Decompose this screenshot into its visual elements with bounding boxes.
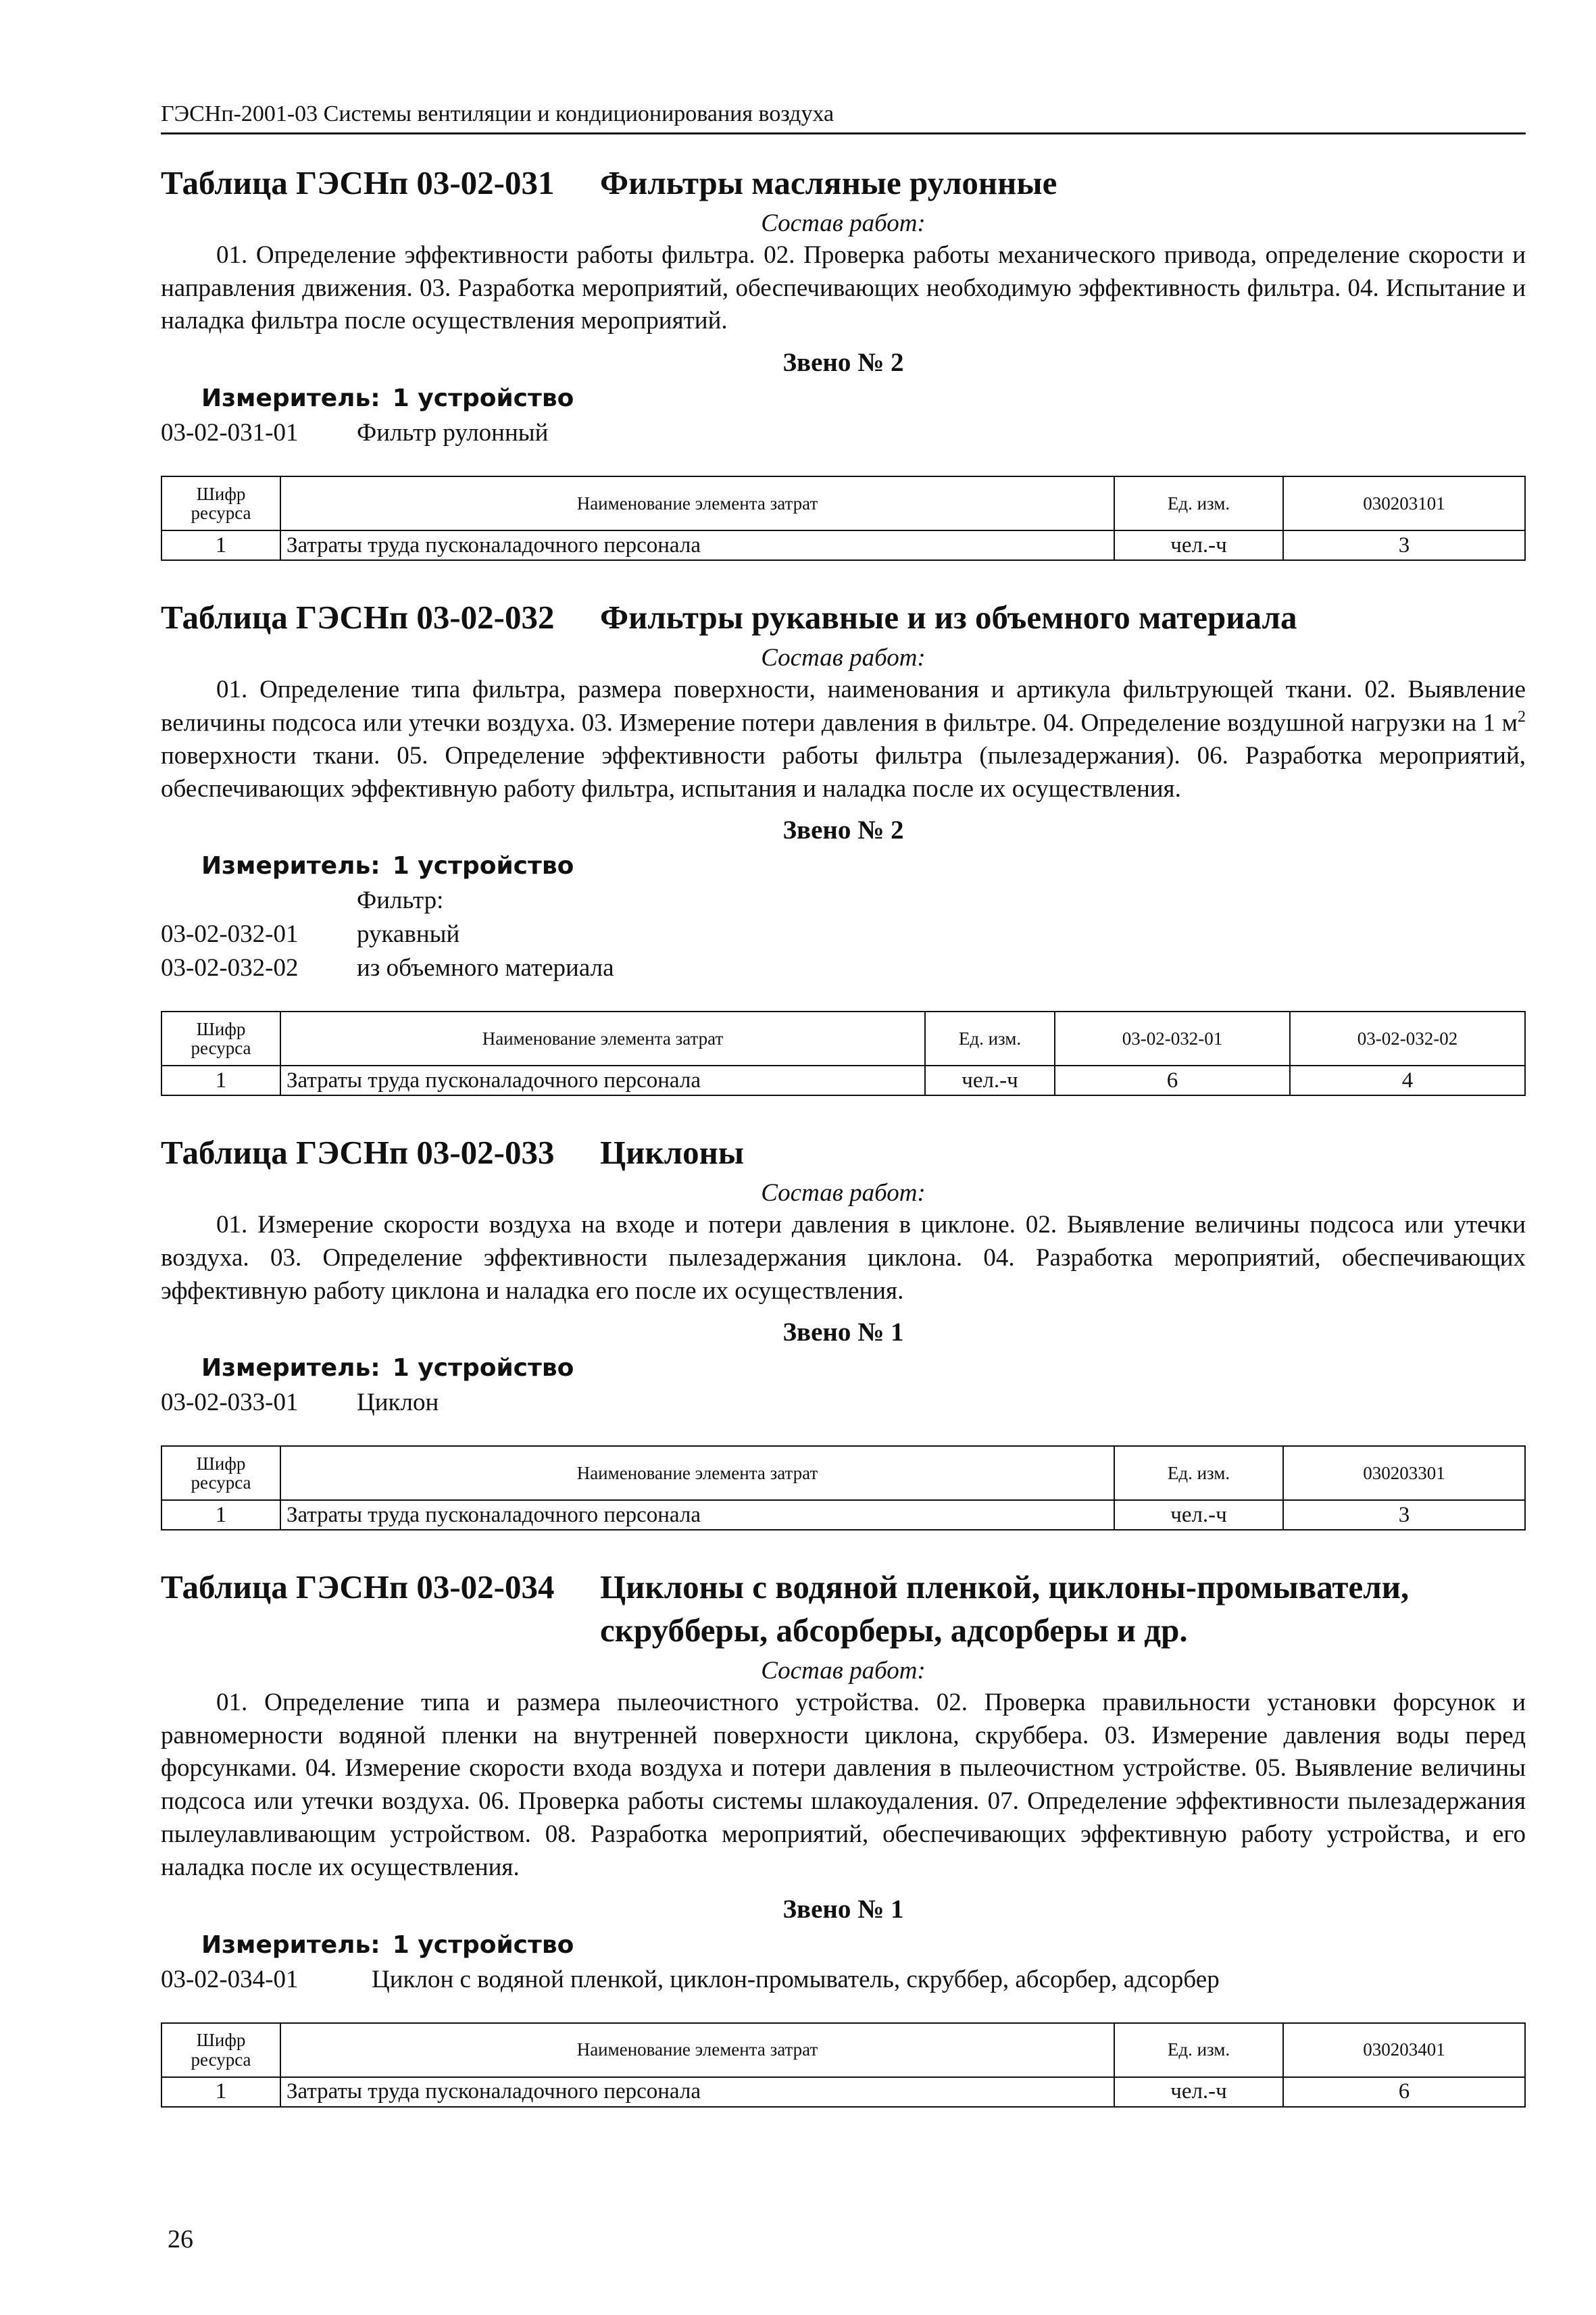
section-03-02-031 [161,161,1526,561]
table-code: Таблица ГЭСНп 03-02-033 [161,1134,555,1172]
zveno-label: Звено № 2 [782,348,904,378]
work-description: 01. Измерение скорости воздуха на входе и потери давления в циклоне. 02. Выявление величины подсоса или утечки воздуха. 03. Определение эффективности пылезадержания циклона. 04. Разработка мероприятий, обеспечивающих эффективную работу циклона и наладка его после их осуществления. [161,1210,1526,1305]
col-code-header: 030203101 [1283,476,1525,530]
col-shifr-header: Шифр ресурса [161,1446,280,1500]
norm-name: Циклон с водяной пленкой, циклон-промыватель, скруббер, абсорбер, адсорбер [372,1965,1220,1993]
norm-item [161,951,1526,985]
work-description: 01. Определение эффективности работы фильтра. 02. Проверка работы механического привода, определение скорости и направления движения. 03. Разработка мероприятий, обеспечивающих необходимую эффективность фильтра. 04. Испытание и наладка фильтра после осуществления мероприятий. [161,241,1526,335]
table-row [161,1500,1525,1530]
norm-name: рукавный [357,920,460,949]
document-page [161,101,1526,2143]
cell-value: 6 [1283,2077,1525,2107]
cell-shifr: 1 [161,1066,280,1095]
izmeritel-label: Измеритель: [201,384,380,413]
cell-name: Затраты труда пусконаладочного персонала [280,1500,1114,1530]
resource-table [161,2022,1526,2108]
izmeritel-line [201,1931,1526,1959]
col-code-header: 030203401 [1283,2023,1525,2077]
zveno-label: Звено № 1 [782,1894,904,1924]
izmeritel-label: Измеритель: [201,1931,380,1959]
izmeritel-value: 1 устройство [392,1354,574,1383]
norm-code: 03-02-033-01 [161,1389,299,1417]
norm-name: Циклон [357,1389,439,1417]
zveno-label: Звено № 1 [782,1318,904,1347]
section-03-02-032 [161,596,1526,1096]
norm-item [161,1386,1526,1420]
running-header: ГЭСНп-2001-03 Системы вентиляции и кондиционирования воздуха [161,101,1526,134]
cell-value: 3 [1283,1500,1525,1530]
col-unit-header: Ед. изм. [925,1012,1055,1066]
izmeritel-line [201,852,1526,880]
cell-shifr: 1 [161,2077,280,2107]
table-header-row [161,1012,1525,1066]
table-name: Циклоны [600,1134,745,1172]
col-shifr-header: Шифр ресурса [161,476,280,530]
sostav-rabot-label: Состав работ: [761,1656,926,1685]
table-row [161,1066,1525,1095]
cell-name: Затраты труда пусконаладочного персонала [280,2077,1114,2107]
table-title [161,1131,1526,1174]
zveno-label: Звено № 2 [782,816,904,845]
izmeritel-label: Измеритель: [201,852,380,880]
cell-unit: чел.-ч [1114,1500,1283,1530]
table-title [161,1566,1526,1651]
norm-item [161,416,1526,450]
superscript: 2 [1518,707,1526,726]
cell-value: 3 [1283,530,1525,560]
izmeritel-value: 1 устройство [392,384,574,413]
table-header-row [161,476,1525,530]
norm-name: Фильтр рулонный [357,419,549,447]
norm-code: 03-02-031-01 [161,419,299,447]
col-name-header: Наименование элемента затрат [280,1446,1114,1500]
col-shifr-header: Шифр ресурса [161,2023,280,2077]
table-name: Циклоны с водяной пленкой, циклоны-промыватели, скрубберы, абсорберы, адсорберы и др. [600,1568,1410,1649]
table-header-row [161,2023,1525,2077]
table-row [161,530,1525,560]
norm-code: 03-02-032-02 [161,954,299,982]
cell-shifr: 1 [161,1500,280,1530]
work-description: 01. Определение типа и размера пылеочистного устройства. 02. Проверка правильности установки форсунок и равномерности водяной пленки на внутренней поверхности циклона, скруббера. 03. Измерение давления воды перед форсунками. 04. Измерение скорости входа воздуха и потери давления в пылеочистном устройстве. 05. Выявление величины подсоса или утечки воздуха. 06. Проверка работы системы шлакоудаления. 07. Определение эффективности пылезадержания пылеулавливающим устройством. 08. Разработка мероприятий, обеспечивающих эффективную работу устройства, и его наладка после их осуществления. [161,1688,1526,1881]
izmeritel-line [201,384,1526,412]
col-code-header: 03-02-032-02 [1290,1012,1525,1066]
table-title [161,161,1526,205]
cell-value: 4 [1290,1066,1525,1095]
cell-shifr: 1 [161,530,280,560]
col-name-header: Наименование элемента затрат [280,2023,1114,2077]
izmeritel-value: 1 устройство [392,1931,574,1959]
norm-group-heading: Фильтр: [357,887,444,915]
cell-name: Затраты труда пусконаладочного персонала [280,530,1114,560]
izmeritel-value: 1 устройство [392,852,574,880]
col-code-header: 030203301 [1283,1446,1525,1500]
izmeritel-line [201,1354,1526,1382]
cell-unit: чел.-ч [925,1066,1055,1095]
sostav-rabot-label: Состав работ: [761,1178,926,1207]
section-03-02-034 [161,1566,1526,2107]
col-unit-header: Ед. изм. [1114,1446,1283,1500]
cell-unit: чел.-ч [1114,2077,1283,2107]
col-name-header: Наименование элемента затрат [280,476,1114,530]
table-code: Таблица ГЭСНп 03-02-034 [161,1568,555,1606]
work-description-part: поверхности ткани. 05. Определение эффективности работы фильтра (пылезадержания). 06. Разработка мероприятий, обеспечивающих эффективную работу фильтра, испытания и наладка после их осуществления. [161,741,1526,803]
sostav-rabot-label: Состав работ: [761,209,926,237]
izmeritel-label: Измеритель: [201,1354,380,1383]
col-name-header: Наименование элемента затрат [280,1012,925,1066]
resource-table [161,476,1526,561]
norm-code: 03-02-032-01 [161,920,299,949]
col-code-header: 03-02-032-01 [1055,1012,1290,1066]
table-code: Таблица ГЭСНп 03-02-032 [161,599,555,637]
resource-table [161,1445,1526,1530]
cell-name: Затраты труда пусконаладочного персонала [280,1066,925,1095]
col-unit-header: Ед. изм. [1114,476,1283,530]
table-code: Таблица ГЭСНп 03-02-031 [161,164,555,201]
work-description-part: 01. Определение типа фильтра, размера поверхности, наименования и артикула фильтрующей ткани. 02. Выявление величины подсоса или утечки воздуха. 03. Измерение потери давления в фильтре. 04. Определение воздушной нагрузки на 1 м [161,675,1526,737]
sostav-rabot-label: Состав работ: [761,643,926,672]
table-name: Фильтры рукавные и из объемного материала [600,599,1297,637]
norm-name: из объемного материала [357,954,614,982]
norm-item [161,918,1526,951]
table-header-row [161,1446,1525,1500]
table-row [161,2077,1525,2107]
col-unit-header: Ед. изм. [1114,2023,1283,2077]
table-title [161,596,1526,639]
section-03-02-033 [161,1131,1526,1530]
work-description [161,674,1526,806]
norm-item [161,1963,1526,1997]
norm-code: 03-02-034-01 [161,1965,299,1993]
table-name: Фильтры масляные рулонные [600,164,1057,201]
resource-table [161,1011,1526,1096]
col-shifr-header: Шифр ресурса [161,1012,280,1066]
page-number: 26 [168,2225,193,2254]
cell-value: 6 [1055,1066,1290,1095]
cell-unit: чел.-ч [1114,530,1283,560]
